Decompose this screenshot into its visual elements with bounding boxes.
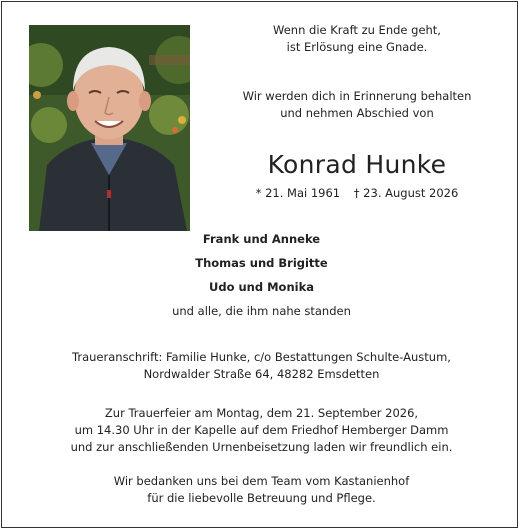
funeral-info [2, 405, 519, 456]
thanks-text [2, 473, 519, 507]
deceased-name: Konrad Hunke [267, 150, 447, 179]
quote [197, 22, 517, 56]
funeral-line: und zur anschließenden Urnenbeisetzung laden wir freundlich ein. [70, 440, 453, 454]
address-line: Nordwalder Straße 64, 48282 Emsdetten [143, 367, 380, 381]
family-member: Thomas und Brigitte [195, 256, 328, 270]
funeral-line: um 14.30 Uhr in der Kapelle auf dem Friedhof Hemberger Damm [74, 423, 449, 437]
quote-line: ist Erlösung eine Gnade. [286, 40, 428, 54]
thanks-line: für die liebevolle Betreuung und Pflege. [147, 491, 376, 505]
remembrance-text [197, 88, 517, 122]
remembrance-line: Wir werden dich in Erinnerung behalten [242, 89, 472, 103]
others-mourning: und alle, die ihm nahe standen [172, 304, 351, 318]
death-date: † 23. August 2026 [353, 186, 459, 200]
address-line: Traueranschrift: Familie Hunke, c/o Bestattungen Schulte-Austum, [72, 350, 451, 364]
birth-date: * 21. Mai 1961 [255, 186, 341, 200]
thanks-line: Wir bedanken uns bei dem Team vom Kastanienhof [113, 474, 410, 488]
family-member: Frank und Anneke [202, 232, 321, 246]
portrait-photo [29, 25, 190, 231]
mourning-address [2, 349, 519, 383]
quote-line: Wenn die Kraft zu Ende geht, [273, 23, 441, 37]
obituary-card [1, 1, 518, 528]
funeral-line: Zur Trauerfeier am Montag, dem 21. September 2026, [104, 406, 419, 420]
life-dates [197, 185, 517, 202]
family-member: Udo und Monika [209, 280, 314, 294]
remembrance-line: und nehmen Abschied von [280, 106, 434, 120]
